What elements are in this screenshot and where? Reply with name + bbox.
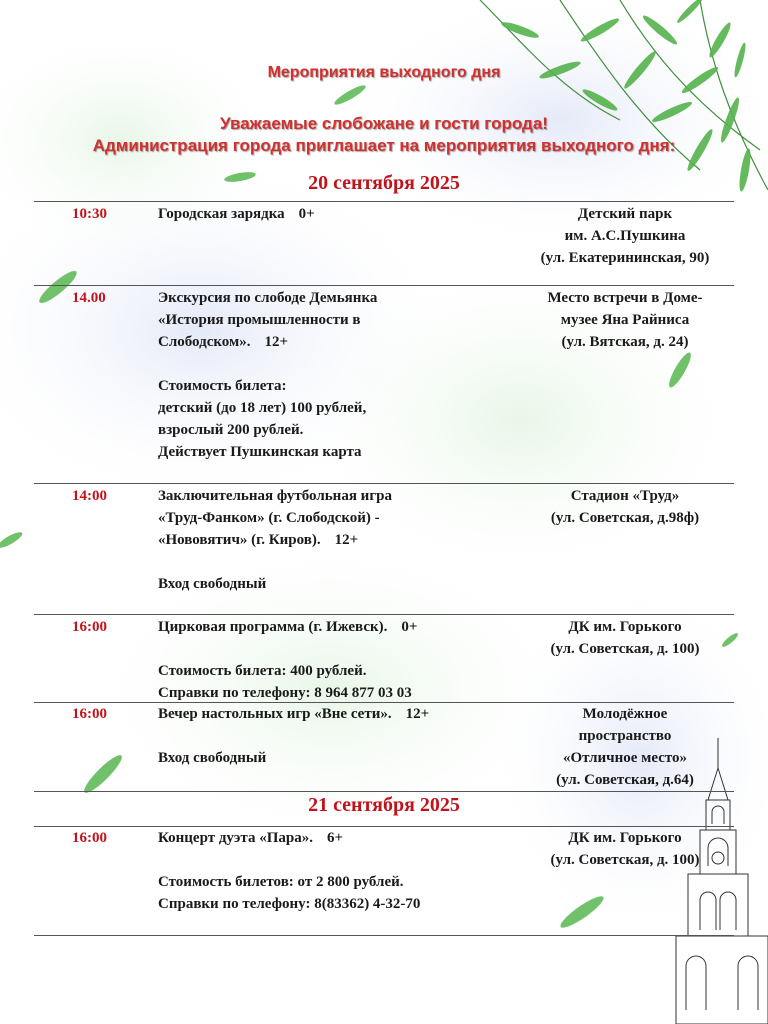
event-detail: Стоимость билета: — [158, 378, 287, 394]
event-description — [158, 616, 518, 704]
place-line: Стадион «Труд» — [570, 488, 680, 504]
event-place — [508, 485, 742, 529]
event-title-line: «История промышленности в — [158, 312, 361, 328]
event-description — [158, 287, 518, 463]
event-time: 10:30 — [72, 206, 107, 222]
place-line: (ул. Советская, д. 100) — [550, 852, 700, 868]
place-line: (ул. Екатерининская, 90) — [540, 250, 710, 266]
divider — [34, 935, 734, 936]
event-title: Цирковая программа (г. Ижевск). — [158, 619, 388, 635]
age-rating: 0+ — [401, 619, 418, 635]
event-title: Городская зарядка — [158, 206, 285, 222]
place-line: «Отличное место» — [562, 750, 688, 766]
event-place — [508, 703, 742, 791]
age-rating: 12+ — [264, 334, 289, 350]
event-time: 16:00 — [72, 706, 107, 722]
day-title: 21 сентября 2025 — [308, 794, 460, 816]
age-rating: 12+ — [334, 532, 359, 548]
place-line: (ул. Советская, д. 100) — [550, 641, 700, 657]
divider — [34, 285, 734, 286]
event-place — [508, 827, 742, 871]
greeting-line-2: Администрация города приглашает на мероприятия выходного дня: — [92, 136, 676, 155]
place-line: музее Яна Райниса — [560, 312, 690, 328]
event-detail: Вход свободный — [158, 750, 267, 766]
page-title: Мероприятия выходного дня — [267, 64, 501, 81]
day-title: 20 сентября 2025 — [308, 172, 460, 194]
event-time: 16:00 — [72, 830, 107, 846]
event-title-line: «Нововятич» (г. Киров). — [158, 532, 321, 548]
place-line: ДК им. Горького — [568, 830, 682, 846]
event-title-line: Заключительная футбольная игра — [158, 488, 392, 504]
event-time: 14.00 — [72, 290, 106, 306]
place-line: Молодёжное — [582, 706, 668, 722]
greeting — [0, 113, 768, 157]
event-title-line: Слободском». — [158, 334, 251, 350]
event-detail: Справки по телефону: 8 964 877 03 03 — [158, 685, 412, 701]
event-place — [508, 203, 742, 269]
place-line: (ул. Советская, д.64) — [556, 772, 694, 788]
greeting-line-1: Уважаемые слобожане и гости города! — [220, 114, 548, 133]
event-detail: Стоимость билетов: от 2 800 рублей. — [158, 874, 404, 890]
event-place — [508, 616, 742, 660]
event-time: 16:00 — [72, 619, 107, 635]
event-detail: Стоимость билета: 400 рублей. — [158, 663, 367, 679]
place-line: ДК им. Горького — [568, 619, 682, 635]
event-time: 14:00 — [72, 488, 107, 504]
place-line: им. А.С.Пушкина — [564, 228, 686, 244]
divider — [34, 791, 734, 792]
age-rating: 12+ — [405, 706, 430, 722]
place-line: (ул. Вятская, д. 24) — [561, 334, 689, 350]
event-description — [158, 485, 518, 595]
event-description — [158, 827, 518, 915]
place-line: (ул. Советская, д.98ф) — [550, 510, 700, 526]
event-title-line: «Труд-Фанком» (г. Слободской) - — [158, 510, 380, 526]
event-description — [158, 203, 518, 225]
age-rating: 0+ — [298, 206, 315, 222]
divider — [34, 614, 734, 615]
event-detail: детский (до 18 лет) 100 рублей, — [158, 400, 367, 416]
age-rating: 6+ — [326, 830, 344, 846]
divider — [34, 201, 734, 202]
event-title: Вечер настольных игр «Вне сети». — [158, 706, 392, 722]
event-detail: Вход свободный — [158, 576, 267, 592]
event-place — [508, 287, 742, 353]
place-line: Детский парк — [577, 206, 673, 222]
event-detail: Действует Пушкинская карта — [158, 444, 362, 460]
place-line: пространство — [578, 728, 672, 744]
event-description — [158, 703, 518, 769]
event-title-line: Экскурсия по слободе Демьянка — [158, 290, 378, 306]
place-line: Место встречи в Доме- — [547, 290, 703, 306]
event-detail: взрослый 200 рублей. — [158, 422, 304, 438]
event-title: Концерт дуэта «Пара». — [158, 830, 313, 846]
divider — [34, 483, 734, 484]
event-detail: Справки по телефону: 8(83362) 4-32-70 — [158, 896, 421, 912]
